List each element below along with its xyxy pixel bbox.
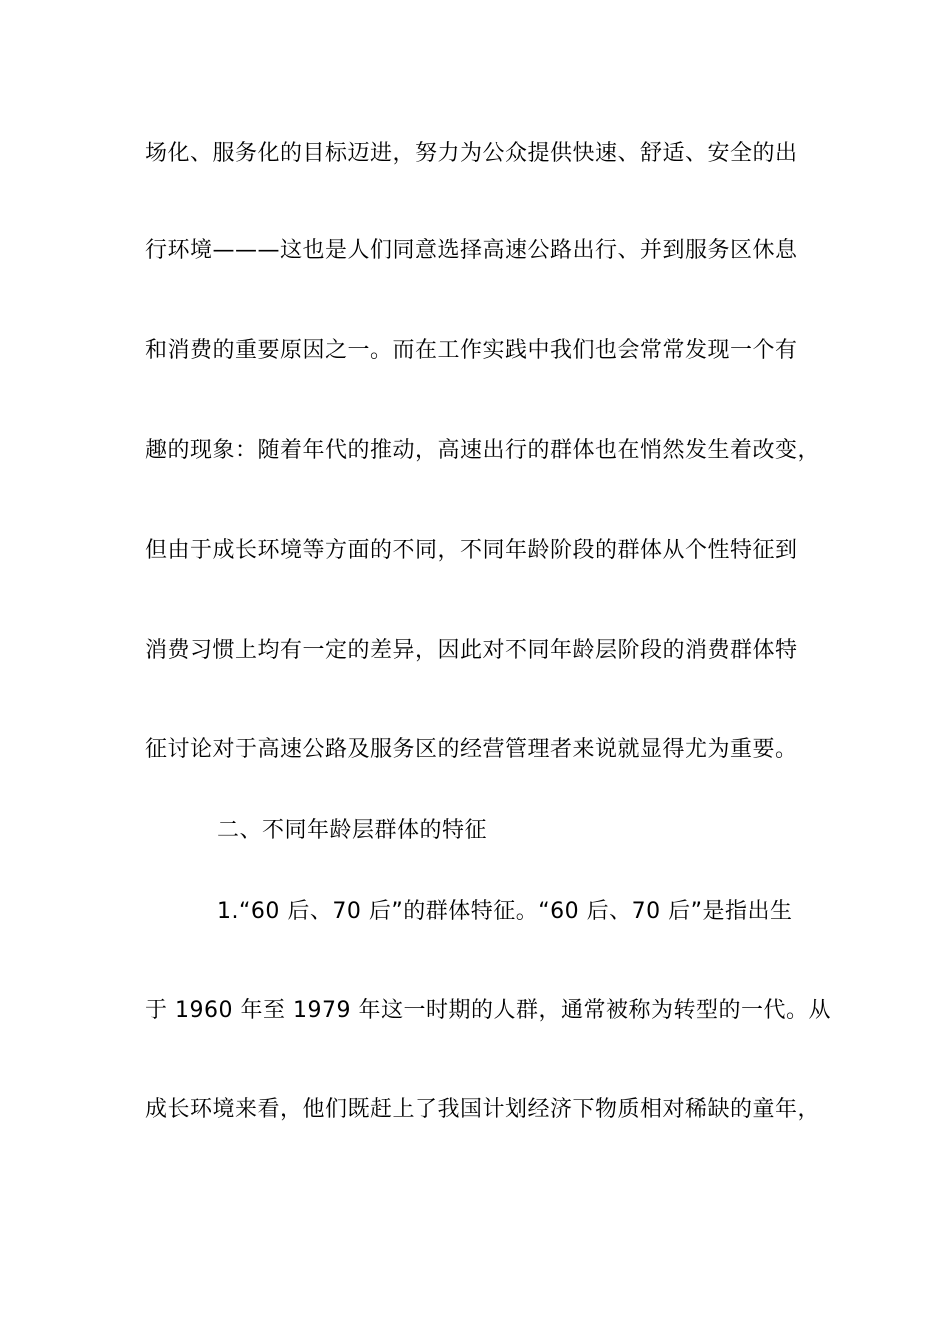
paragraph-line: 和消费的重要原因之一。而在工作实践中我们也会常常发现一个有 <box>145 338 798 363</box>
paragraph-line: 成长环境来看，他们既赶上了我国计划经济下物质相对稀缺的童年， <box>145 1097 821 1122</box>
paragraph-line: 1.“60 后、70 后”的群体特征。“60 后、70 后”是指出生 <box>217 899 793 924</box>
paragraph-line: 场化、服务化的目标迈进，努力为公众提供快速、舒适、安全的出 <box>145 141 798 166</box>
paragraph-line: 于 1960 年至 1979 年这一时期的人群，通常被称为转型的一代。从 <box>145 998 831 1023</box>
paragraph-line: 趣的现象：随着年代的推动，高速出行的群体也在悄然发生着改变， <box>145 438 821 463</box>
paragraph-line: 行环境———这也是人们同意选择高速公路出行、并到服务区休息 <box>145 238 798 263</box>
section-heading: 二、不同年龄层群体的特征 <box>217 818 488 843</box>
paragraph-line: 但由于成长环境等方面的不同，不同年龄阶段的群体从个性特征到 <box>145 538 798 563</box>
paragraph-line: 消费习惯上均有一定的差异，因此对不同年龄层阶段的消费群体特 <box>145 638 798 663</box>
paragraph-line: 征讨论对于高速公路及服务区的经营管理者来说就显得尤为重要。 <box>145 737 798 762</box>
